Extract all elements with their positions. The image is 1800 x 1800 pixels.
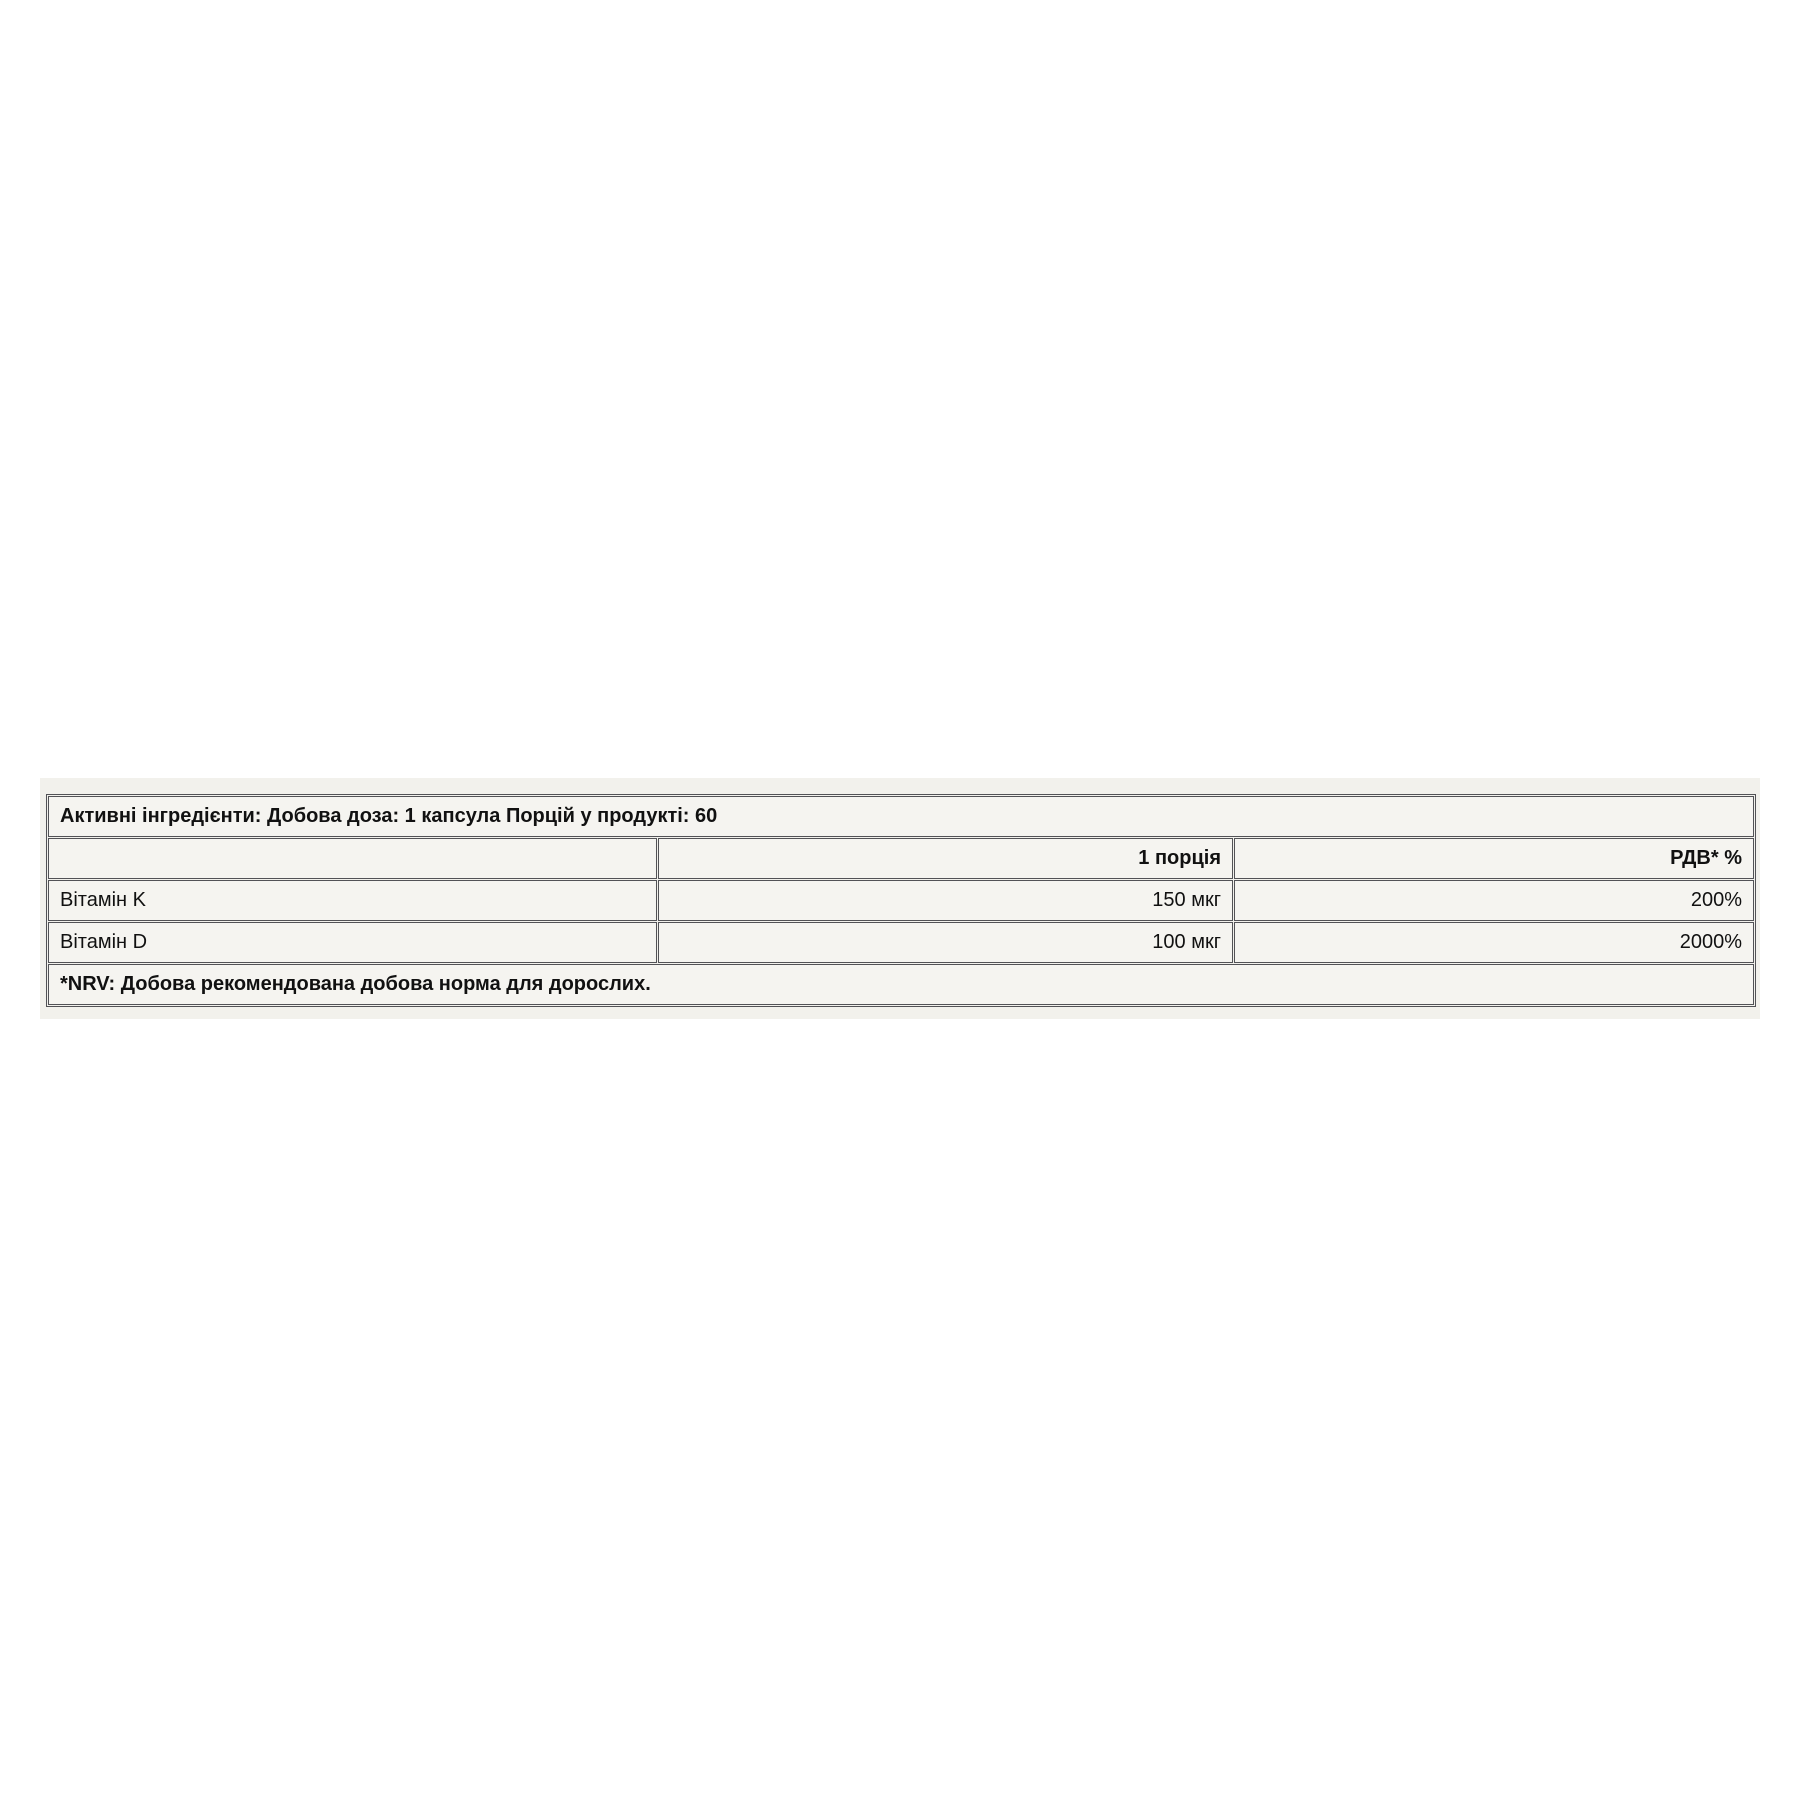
- table-header-row: [48, 838, 1754, 879]
- col-header-nrv: РДВ* %: [1234, 838, 1754, 879]
- table-title-row: [48, 796, 1754, 837]
- ingredient-name: Вітамін K: [48, 880, 657, 921]
- ingredient-serving-amount: 150 мкг: [658, 880, 1233, 921]
- col-header-ingredient: [48, 838, 657, 879]
- table-row: [48, 922, 1754, 963]
- table-title: Активні інгредієнти: Добова доза: 1 капсула Порцій у продукті: 60: [48, 796, 1754, 837]
- ingredient-nrv-percent: 200%: [1234, 880, 1754, 921]
- table-row: [48, 880, 1754, 921]
- ingredients-table: [46, 794, 1756, 1007]
- ingredient-nrv-percent: 2000%: [1234, 922, 1754, 963]
- ingredient-serving-amount: 100 мкг: [658, 922, 1233, 963]
- table-footnote: *NRV: Добова рекомендована добова норма для дорослих.: [48, 964, 1754, 1005]
- col-header-serving: 1 порція: [658, 838, 1233, 879]
- ingredients-panel: [40, 778, 1760, 1019]
- ingredient-name: Вітамін D: [48, 922, 657, 963]
- table-footnote-row: [48, 964, 1754, 1005]
